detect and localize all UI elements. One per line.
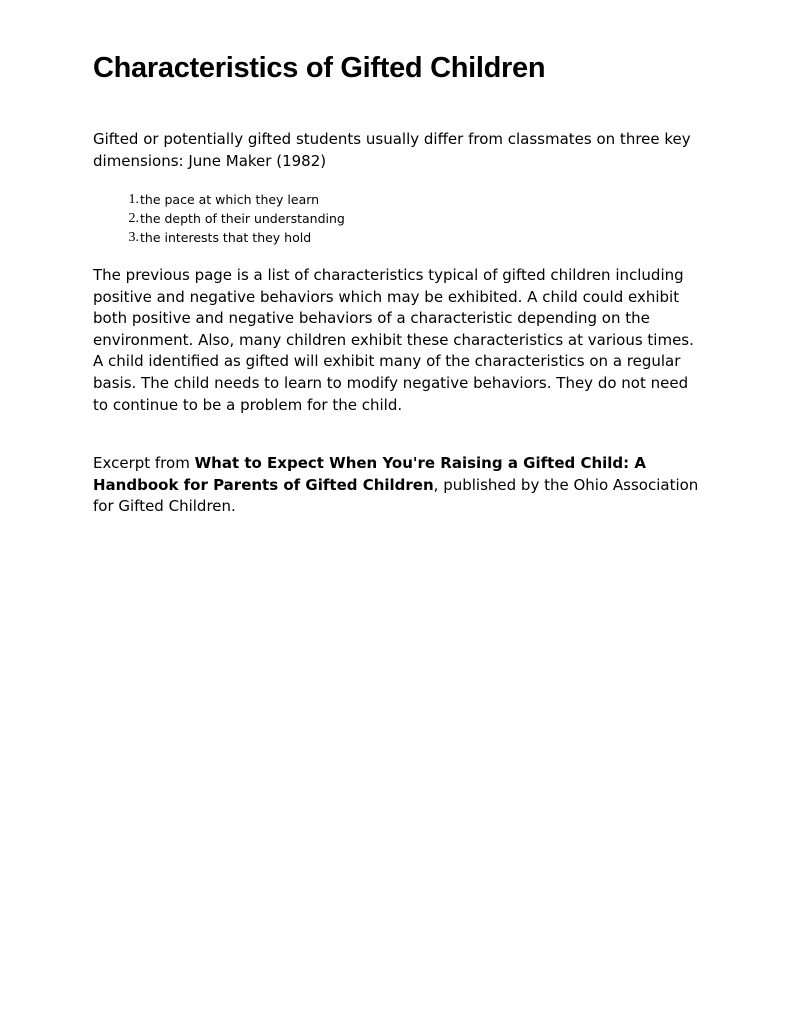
excerpt-book-title: What to Expect When You're Raising a Gifted Child: A Handbook for Parents of Gifted Children	[93, 454, 646, 494]
excerpt-prefix: Excerpt from	[93, 454, 195, 472]
list-item-number: 2.	[128, 211, 139, 226]
list-item-number: 3.	[128, 230, 139, 245]
list-item-text: the pace at which they learn	[140, 192, 320, 207]
dimensions-list	[93, 190, 693, 247]
excerpt-citation	[93, 453, 703, 518]
page-title: Characteristics of Gifted Children	[93, 52, 546, 84]
list-item	[93, 209, 693, 228]
list-item-number: 1.	[128, 192, 139, 207]
list-item-text: the interests that they hold	[140, 230, 312, 245]
excerpt-suffix: , published by the Ohio Association for Gifted Children.	[93, 475, 699, 516]
list-item-text: the depth of their understanding	[140, 211, 345, 226]
body-paragraph: The previous page is a list of characteristics typical of gifted children including positive and negative behaviors which may be exhibited. A child could exhibit both positive and negative behaviors of a characteristic depending on the environment. Also, many children exhibit these characteristics at various times. A child identified as gifted will exhibit many of the characteristics on a regular basis. The child needs to learn to modify negative behaviors. They do not need to continue to be a problem for the child.	[93, 266, 694, 414]
list-item	[93, 190, 693, 209]
intro-paragraph: Gifted or potentially gifted students usually differ from classmates on three key dimensions: June Maker (1982)	[93, 130, 691, 170]
list-item	[93, 228, 693, 247]
